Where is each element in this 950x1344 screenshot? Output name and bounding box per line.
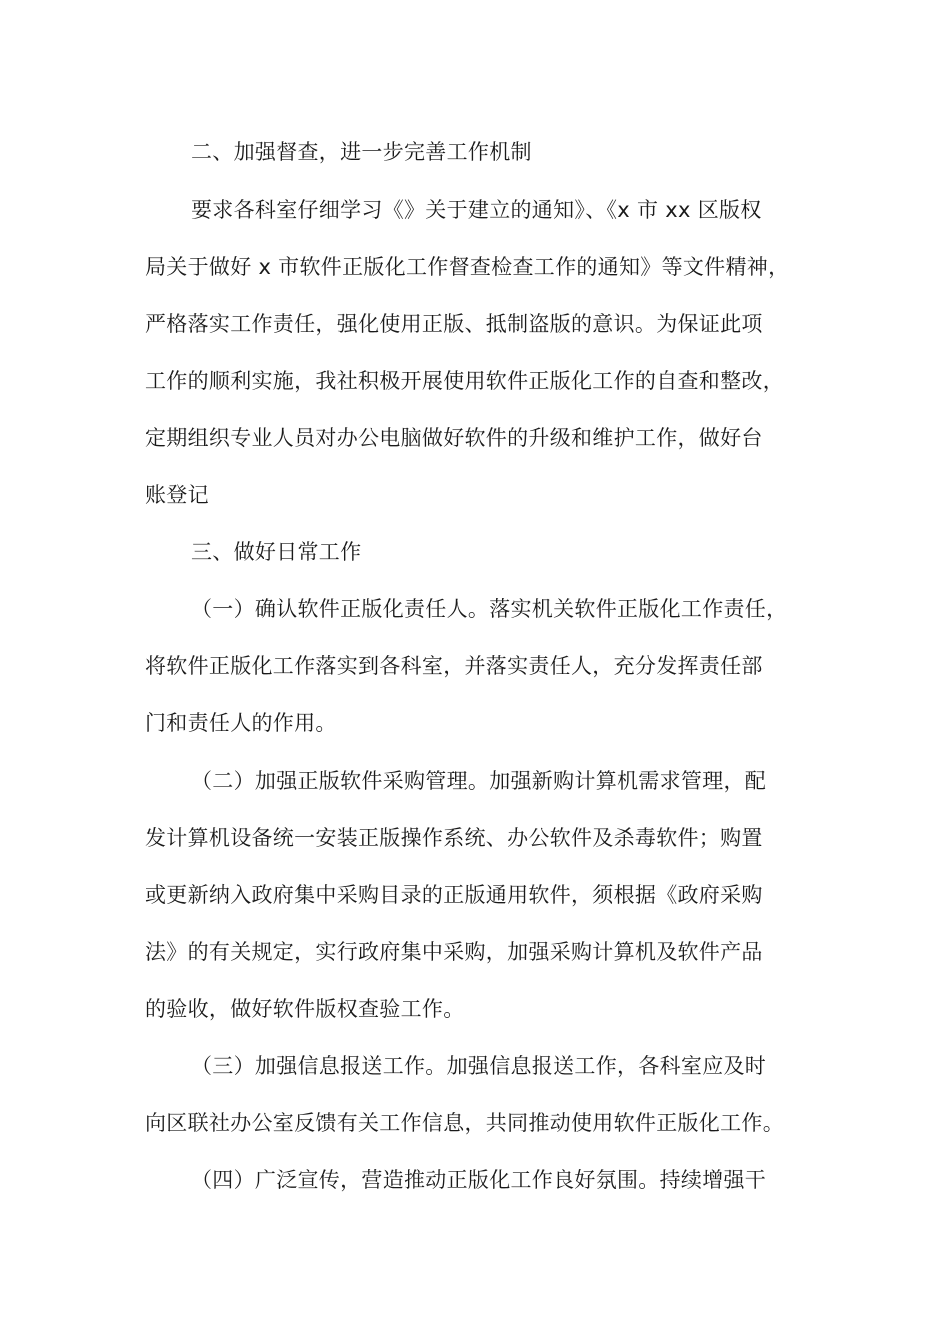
paragraph-line: 严格落实工作责任，强化使用正版、抵制盗版的意识。为保证此项 <box>145 312 763 336</box>
paragraph-line: 定期组织专业人员对办公电脑做好软件的升级和维护工作，做好台 <box>145 426 763 450</box>
paragraph-line: （二）加强正版软件采购管理。加强新购计算机需求管理，配 <box>191 769 767 793</box>
paragraph-line: （四）广泛宣传，营造推动正版化工作良好氛围。持续增强干 <box>191 1168 767 1192</box>
section-heading-2: 二、加强督查，进一步完善工作机制 <box>191 140 532 164</box>
paragraph-line: 账登记 <box>145 483 209 507</box>
paragraph-line: 门和责任人的作用。 <box>145 711 337 735</box>
paragraph-line: （三）加强信息报送工作。加强信息报送工作，各科室应及时 <box>191 1054 767 1078</box>
paragraph-line: 将软件正版化工作落实到各科室，并落实责任人，充分发挥责任部 <box>145 654 763 678</box>
paragraph-line: 要求各科室仔细学习《》关于建立的通知》、《x 市 xx 区版权 <box>191 198 762 222</box>
paragraph-line: 或更新纳入政府集中采购目录的正版通用软件，须根据《政府采购 <box>145 883 763 907</box>
paragraph-line: 工作的顺利实施，我社积极开展使用软件正版化工作的自查和整改， <box>145 369 784 393</box>
paragraph-line: 的验收，做好软件版权查验工作。 <box>145 997 465 1021</box>
section-heading-3: 三、做好日常工作 <box>191 540 362 564</box>
paragraph-line: （一）确认软件正版化责任人。落实机关软件正版化工作责任， <box>191 597 788 621</box>
paragraph-line: 局关于做好 x 市软件正版化工作督查检查工作的通知》等文件精神， <box>145 255 790 279</box>
paragraph-line: 发计算机设备统一安装正版操作系统、办公软件及杀毒软件；购置 <box>145 826 763 850</box>
paragraph-line: 法》的有关规定，实行政府集中采购，加强采购计算机及软件产品 <box>145 940 763 964</box>
paragraph-line: 向区联社办公室反馈有关工作信息，共同推动使用软件正版化工作。 <box>145 1111 784 1135</box>
